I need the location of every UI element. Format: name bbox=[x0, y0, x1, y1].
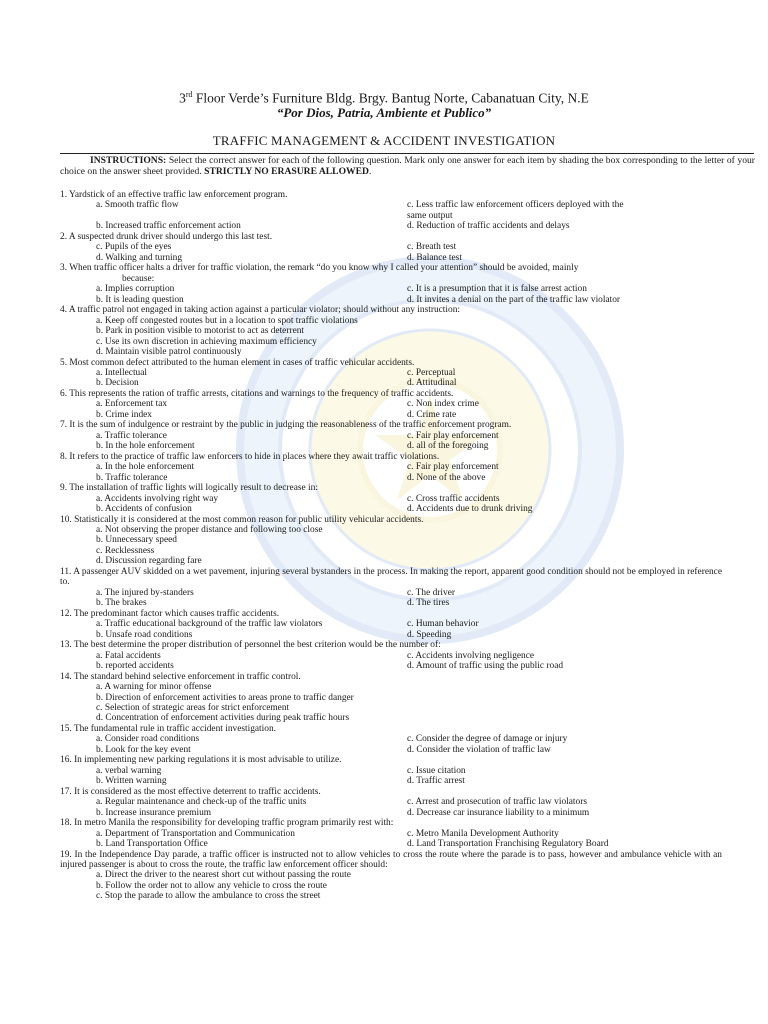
question-item bbox=[60, 190, 722, 232]
answer-option: b. It is leading question bbox=[96, 294, 184, 305]
answer-option: d. Balance test bbox=[407, 252, 462, 263]
answer-option: b. Decision bbox=[96, 378, 139, 389]
question-item bbox=[60, 263, 722, 305]
question-text: 2. A suspected drunk driver should undergo this last test. bbox=[60, 231, 273, 242]
option-grid bbox=[60, 766, 722, 787]
answer-option: c. Breath test bbox=[407, 242, 457, 253]
answer-option: b. Accidents of confusion bbox=[96, 504, 192, 515]
instructions-strict: STRICTLY NO ERASURE ALLOWED bbox=[204, 165, 369, 177]
question-text: 17. It is considered as the most effective deterrent to traffic accidents. bbox=[60, 786, 321, 797]
answer-option: c. Non index crime bbox=[407, 399, 479, 410]
option-grid bbox=[60, 588, 722, 609]
answer-option: b. Traffic tolerance bbox=[96, 472, 168, 483]
answer-option: c. Perceptual bbox=[407, 367, 456, 378]
answer-option: d. Concentration of enforcement activities during peak traffic hours bbox=[96, 713, 350, 724]
question-item bbox=[60, 452, 722, 483]
option-grid bbox=[60, 651, 722, 672]
answer-option: b. Increased traffic enforcement action bbox=[96, 221, 241, 232]
option-grid bbox=[60, 797, 722, 818]
answer-option: d. Crime rate bbox=[407, 409, 457, 420]
question-item bbox=[60, 567, 722, 609]
answer-option: b. Follow the order not to allow any vehicle to cross the route bbox=[96, 880, 327, 891]
answer-option: d. Amount of traffic using the public road bbox=[407, 661, 564, 672]
question-text-cont: because: bbox=[122, 273, 155, 284]
answer-option: a. In the hole enforcement bbox=[96, 462, 195, 473]
answer-option: d. Maintain visible patrol continuously bbox=[96, 347, 242, 358]
answer-option: d. Decrease car insurance liability to a minimum bbox=[407, 807, 590, 818]
question-text: 8. It refers to the practice of traffic law enforcers to hide in places where they await traffic violations. bbox=[60, 451, 440, 462]
answer-option: c. Metro Manila Development Authority bbox=[407, 828, 559, 839]
answer-option: c. Fair play enforcement bbox=[407, 430, 499, 441]
answer-option: d. Accidents due to drunk driving bbox=[407, 504, 533, 515]
answer-option: b. In the hole enforcement bbox=[96, 441, 195, 452]
answer-option: c. Arrest and prosecution of traffic law violators bbox=[407, 797, 587, 808]
answer-option: c. Issue citation bbox=[407, 765, 466, 776]
question-text: 19. In the Independence Day parade, a traffic officer is instructed not to allow vehicles to cross the route where the parade is to pass, however and ambulance vehicle with an injured passenger is about to cross the route, the traffic law enforcement officer should: bbox=[60, 849, 722, 870]
question-text: 4. A traffic patrol not engaged in taking action against a particular violator; should without any instruction: bbox=[60, 305, 460, 316]
answer-option: a. verbal warning bbox=[96, 765, 162, 776]
question-text: 1. Yardstick of an effective traffic law enforcement program. bbox=[60, 190, 288, 200]
answer-option: c. Pupils of the eyes bbox=[96, 242, 172, 253]
question-text: 13. The best determine the proper distribution of personnel the best criterion would be the number of: bbox=[60, 640, 441, 651]
question-item bbox=[60, 755, 722, 786]
answer-option: c. Recklessness bbox=[96, 545, 155, 556]
question-item bbox=[60, 724, 722, 755]
question-text: 9. The installation of traffic lights will logically result to decrease in: bbox=[60, 483, 318, 494]
answer-option: a. Traffic tolerance bbox=[96, 430, 167, 441]
answer-option bbox=[60, 211, 407, 221]
answer-option: b. Written warning bbox=[96, 776, 167, 787]
question-text: 11. A passenger AUV skidded on a wet pavement, injuring several bystanders in the process. In making the report, apparent good condition should not be employed in reference to. bbox=[60, 566, 722, 588]
answer-option: b. Look for the key event bbox=[96, 744, 191, 755]
question-item bbox=[60, 358, 722, 389]
answer-option: a. Intellectual bbox=[96, 367, 148, 378]
question-item bbox=[60, 672, 722, 724]
answer-option: a. Accidents involving right way bbox=[96, 493, 219, 504]
instructions-text: Select the correct answer for each of the following question. Mark only one answer for each item by shading the box corresponding to the letter of your choice on the answer sheet provided. bbox=[60, 155, 755, 177]
option-list bbox=[60, 525, 722, 567]
answer-option: b. Unsafe road conditions bbox=[96, 629, 193, 640]
option-grid bbox=[60, 494, 722, 515]
answer-option: d. Land Transportation Franchising Regulatory Board bbox=[407, 839, 609, 850]
question-text: 18. In metro Manila the responsibility for developing traffic program primarily rest with: bbox=[60, 818, 394, 829]
answer-option: a. Implies corruption bbox=[96, 284, 175, 295]
option-list bbox=[60, 316, 722, 358]
question-item bbox=[60, 787, 722, 818]
option-grid bbox=[60, 368, 722, 389]
answer-option: a. Keep off congested routes but in a location to spot traffic violations bbox=[96, 315, 358, 326]
question-text: 10. Statistically it is considered at the most common reason for public utility vehicular accidents. bbox=[60, 514, 424, 525]
answer-option: c. Human behavior bbox=[407, 619, 479, 630]
option-grid bbox=[60, 284, 722, 305]
answer-option: b. The brakes bbox=[96, 598, 147, 609]
question-text: 7. It is the sum of indulgence or restraint by the public in judging the reasonableness of the traffic enforcement program. bbox=[60, 420, 512, 431]
answer-option: c. Less traffic law enforcement officers deployed with the bbox=[407, 200, 624, 211]
answer-option: a. Direct the driver to the nearest short cut without passing the route bbox=[96, 870, 351, 881]
answer-option: d. Discussion regarding fare bbox=[96, 556, 202, 567]
answer-option: c. Cross traffic accidents bbox=[407, 493, 500, 504]
answer-option: b. Direction of enforcement activities to areas prone to traffic danger bbox=[96, 692, 354, 703]
option-list bbox=[60, 682, 722, 724]
instructions-label: INSTRUCTIONS: bbox=[90, 155, 167, 166]
question-item bbox=[60, 420, 722, 451]
answer-option: same output bbox=[407, 210, 453, 221]
option-grid bbox=[60, 462, 722, 483]
question-item bbox=[60, 389, 722, 420]
answer-option: a. Consider road conditions bbox=[96, 734, 200, 745]
answer-option: a. Traffic educational background of the traffic law violators bbox=[96, 619, 323, 630]
answer-option: d. None of the above bbox=[407, 472, 486, 483]
answer-option: a. Regular maintenance and check-up of the traffic units bbox=[96, 797, 307, 808]
answer-option: c. Use its own discretion in achieving maximum efficiency bbox=[96, 336, 317, 347]
instructions: INSTRUCTIONS: Select the correct answer for each of the following question. Mark only one answer for each item by shading the box corresponding to the letter of your choice on the answer sheet provided. STRICTLY NO ERASURE ALLOWED. bbox=[60, 155, 755, 177]
answer-option: c. Fair play enforcement bbox=[407, 462, 499, 473]
answer-option: c. It is a presumption that it is false arrest action bbox=[407, 284, 587, 295]
question-item bbox=[60, 483, 722, 514]
option-grid bbox=[60, 734, 722, 755]
answer-option: b. Park in position visible to motorist to act as deterrent bbox=[96, 326, 305, 337]
answer-option: a. Department of Transportation and Communication bbox=[96, 828, 295, 839]
answer-option: c. The driver bbox=[407, 587, 455, 598]
answer-option: d. Walking and turning bbox=[96, 252, 183, 263]
question-item bbox=[60, 515, 722, 567]
answer-option: a. Fatal accidents bbox=[96, 650, 161, 661]
question-text: 3. When traffic officer halts a driver for traffic violation, the remark “do you know why I called your attention” should be avoided, mainly bbox=[60, 263, 579, 274]
question-list bbox=[60, 190, 722, 902]
option-grid bbox=[60, 829, 722, 850]
answer-option: a. Not observing the proper distance and following too close bbox=[96, 525, 323, 535]
question-text: 12. The predominant factor which causes traffic accidents. bbox=[60, 608, 280, 619]
question-item bbox=[60, 850, 722, 902]
answer-option: d. all of the foregoing bbox=[407, 441, 489, 452]
question-text: 14. The standard behind selective enforcement in traffic control. bbox=[60, 671, 301, 682]
answer-option: d. The tires bbox=[407, 598, 450, 609]
answer-option: d. Attitudinal bbox=[407, 378, 457, 389]
answer-option: d. Reduction of traffic accidents and delays bbox=[407, 221, 570, 232]
option-list bbox=[60, 870, 722, 901]
question-item bbox=[60, 609, 722, 640]
question-text: 15. The fundamental rule in traffic accident investigation. bbox=[60, 723, 276, 734]
option-grid bbox=[60, 431, 722, 452]
question-item bbox=[60, 232, 722, 263]
answer-option: a. Enforcement tax bbox=[96, 399, 168, 410]
answer-option: c. Consider the degree of damage or injury bbox=[407, 734, 568, 745]
answer-option: b. Land Transportation Office bbox=[96, 839, 208, 850]
answer-option: c. Accidents involving negligence bbox=[407, 650, 535, 661]
answer-option: d. Traffic arrest bbox=[407, 776, 465, 787]
option-grid bbox=[60, 619, 722, 640]
title-divider bbox=[60, 153, 754, 154]
answer-option: a. Smooth traffic flow bbox=[96, 200, 179, 211]
answer-option: b. Unnecessary speed bbox=[96, 535, 177, 546]
option-grid bbox=[60, 399, 722, 420]
answer-option: a. A warning for minor offense bbox=[96, 682, 212, 693]
exam-title: TRAFFIC MANAGEMENT & ACCIDENT INVESTIGATION bbox=[212, 133, 556, 148]
question-item bbox=[60, 640, 722, 671]
answer-option: b. reported accidents bbox=[96, 661, 174, 672]
option-grid bbox=[60, 242, 722, 263]
option-grid bbox=[60, 200, 722, 231]
answer-option: d. It invites a denial on the part of the traffic law violator bbox=[407, 294, 621, 305]
answer-option: b. Crime index bbox=[96, 409, 152, 420]
answer-option: d. Speeding bbox=[407, 629, 452, 640]
question-text: 5. Most common defect attributed to the human element in cases of traffic vehicular accidents. bbox=[60, 357, 415, 368]
answer-option: d. Consider the violation of traffic law bbox=[407, 744, 551, 755]
answer-option: a. The injured by-standers bbox=[96, 587, 194, 598]
answer-option: c. Selection of strategic areas for strict enforcement bbox=[96, 702, 290, 713]
school-motto: “Por Dios, Patria, Ambiente et Publico” bbox=[276, 105, 492, 120]
school-address: 3rd Floor Verde’s Furniture Bldg. Brgy. Bantug Norte, Cabanatuan City, N.E bbox=[179, 90, 589, 106]
question-item bbox=[60, 305, 722, 357]
answer-option: b. Increase insurance premium bbox=[96, 807, 212, 818]
question-text: 6. This represents the ration of traffic arrests, citations and warnings to the frequency of traffic accidents. bbox=[60, 388, 454, 399]
answer-option: c. Stop the parade to allow the ambulance to cross the street bbox=[96, 891, 321, 902]
question-item bbox=[60, 818, 722, 849]
question-text: 16. In implementing new parking regulations it is most advisable to utilize. bbox=[60, 755, 342, 766]
